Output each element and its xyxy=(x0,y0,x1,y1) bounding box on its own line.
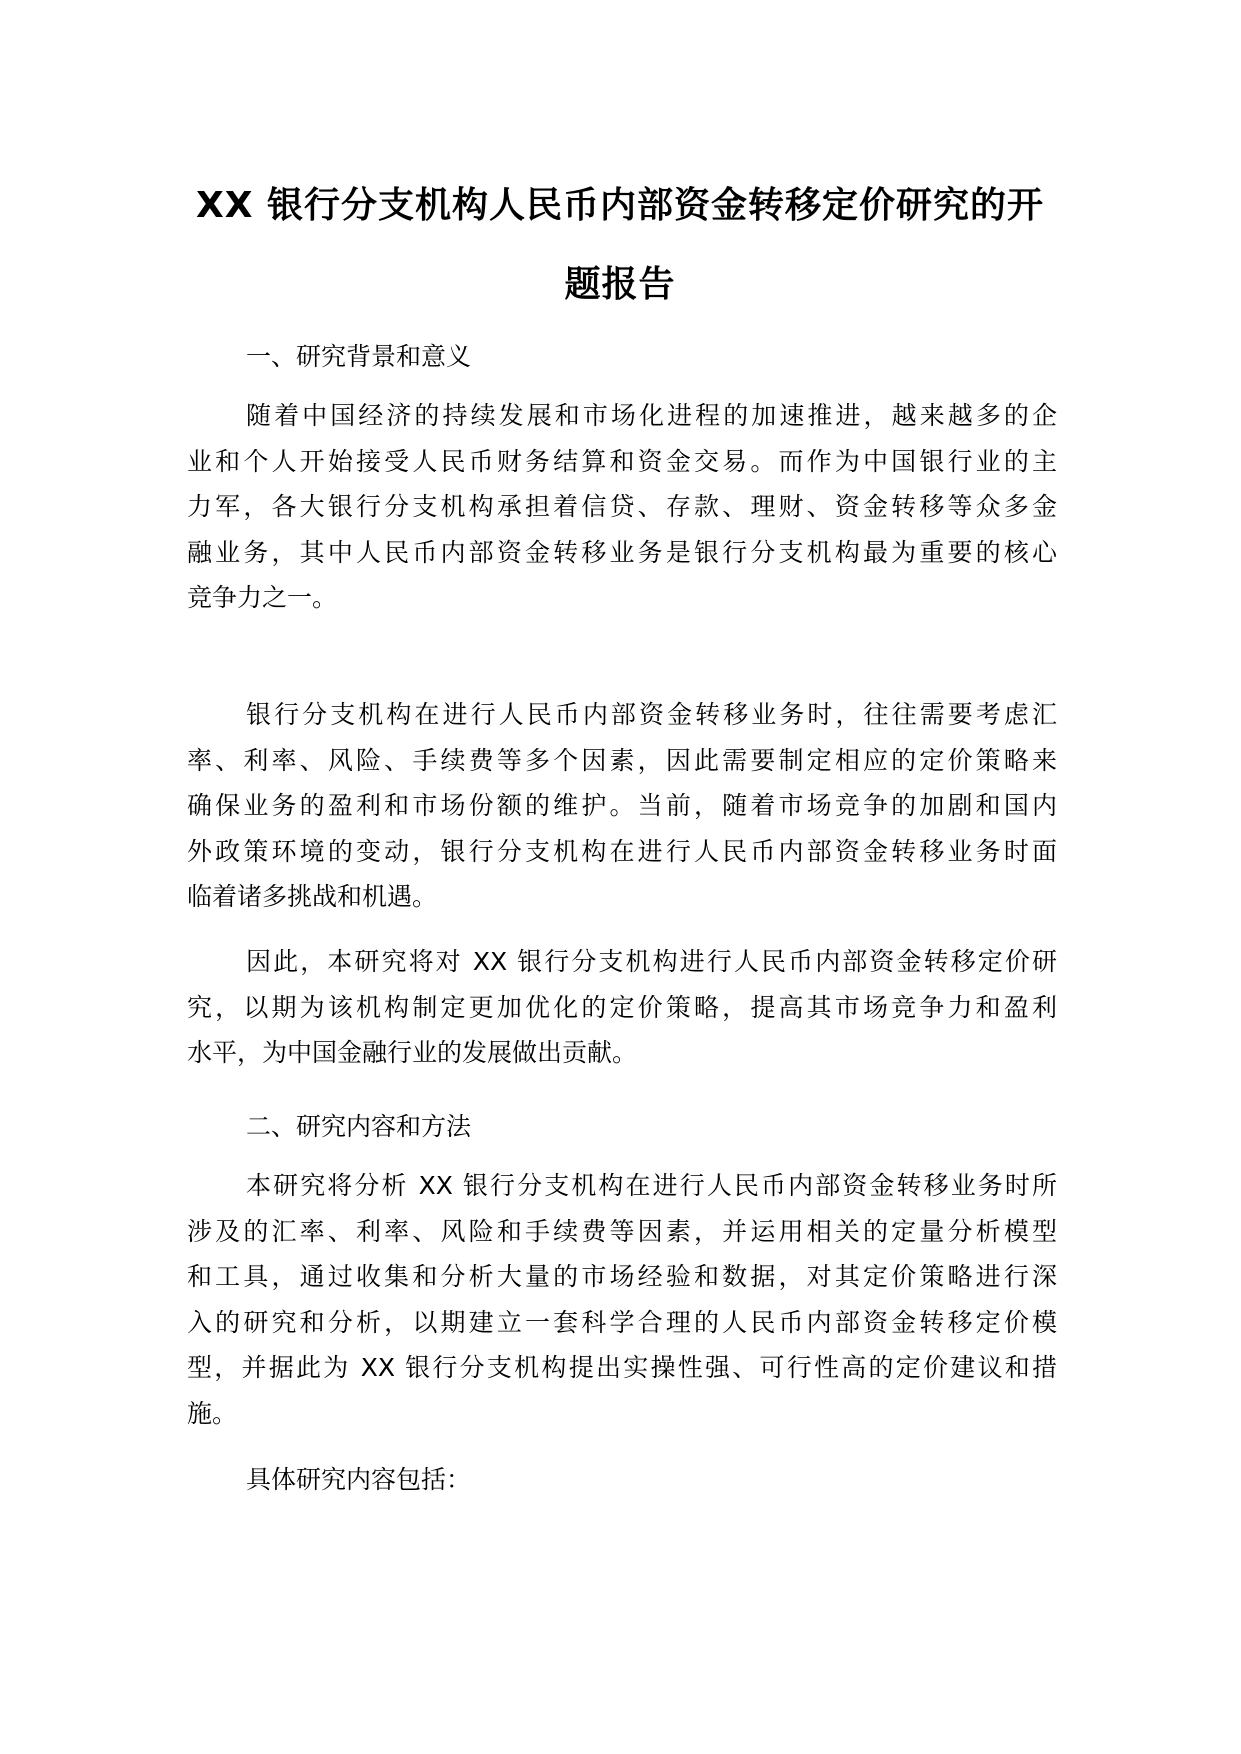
paragraph-line: 究，以期为该机构制定更加优化的定价策略，提高其市场竞争力和盈利 xyxy=(187,992,1057,1022)
section-1-paragraph-2 xyxy=(187,692,1057,920)
paragraph-line: 银行分支机构在进行人民币内部资金转移业务时，往往需要考虑汇 xyxy=(246,700,1057,729)
section-1-paragraph-3 xyxy=(187,939,1057,1076)
section-1-heading: 一、研究背景和意义 xyxy=(246,342,472,371)
paragraph-line: 临着诸多挑战和机遇。 xyxy=(187,882,438,912)
paragraph-line: 因此，本研究将对 XX 银行分支机构进行人民币内部资金转移定价研 xyxy=(246,947,1057,976)
paragraph-line: 水平，为中国金融行业的发展做出贡献。 xyxy=(187,1038,638,1068)
paragraph-line: 融业务，其中人民币内部资金转移业务是银行分支机构最为重要的核心 xyxy=(187,537,1057,567)
paragraph-line: 外政策环境的变动，银行分支机构在进行人民币内部资金转移业务时面 xyxy=(187,836,1057,866)
paragraph-line: 竞争力之一。 xyxy=(187,583,338,613)
paragraph-line: 确保业务的盈利和市场份额的维护。当前，随着市场竞争的加剧和国内 xyxy=(187,791,1057,821)
paragraph-line: 和工具，通过收集和分析大量的市场经验和数据，对其定价策略进行深 xyxy=(187,1262,1057,1292)
paragraph-line: 施。 xyxy=(187,1398,238,1428)
paragraph-line: 力军，各大银行分支机构承担着信贷、存款、理财、资金转移等众多金 xyxy=(187,492,1057,522)
paragraph-line: 业和个人开始接受人民币财务结算和资金交易。而作为中国银行业的主 xyxy=(187,446,1057,476)
document-title-line-2: 题报告 xyxy=(564,264,676,305)
section-2-heading: 二、研究内容和方法 xyxy=(246,1112,472,1141)
paragraph-line: 本研究将分析 XX 银行分支机构在进行人民币内部资金转移业务时所 xyxy=(246,1171,1057,1200)
paragraph-line: 入的研究和分析，以期建立一套科学合理的人民币内部资金转移定价模 xyxy=(187,1307,1057,1337)
section-2-paragraph-1 xyxy=(187,1163,1057,1437)
paragraph-line: 随着中国经济的持续发展和市场化进程的加速推进，越来越多的企 xyxy=(246,401,1057,430)
paragraph-line: 率、利率、风险、手续费等多个因素，因此需要制定相应的定价策略来 xyxy=(187,745,1057,775)
paragraph-line: 涉及的汇率、利率、风险和手续费等因素，并运用相关的定量分析模型 xyxy=(187,1216,1057,1246)
paragraph-line: 具体研究内容包括： xyxy=(246,1465,472,1494)
document-title-line-1: XX 银行分支机构人民币内部资金转移定价研究的开 xyxy=(195,185,1045,226)
section-1-paragraph-1 xyxy=(187,393,1057,621)
section-2-paragraph-2 xyxy=(187,1457,1057,1503)
paragraph-line: 型，并据此为 XX 银行分支机构提出实操性强、可行性高的定价建议和措 xyxy=(187,1353,1057,1383)
